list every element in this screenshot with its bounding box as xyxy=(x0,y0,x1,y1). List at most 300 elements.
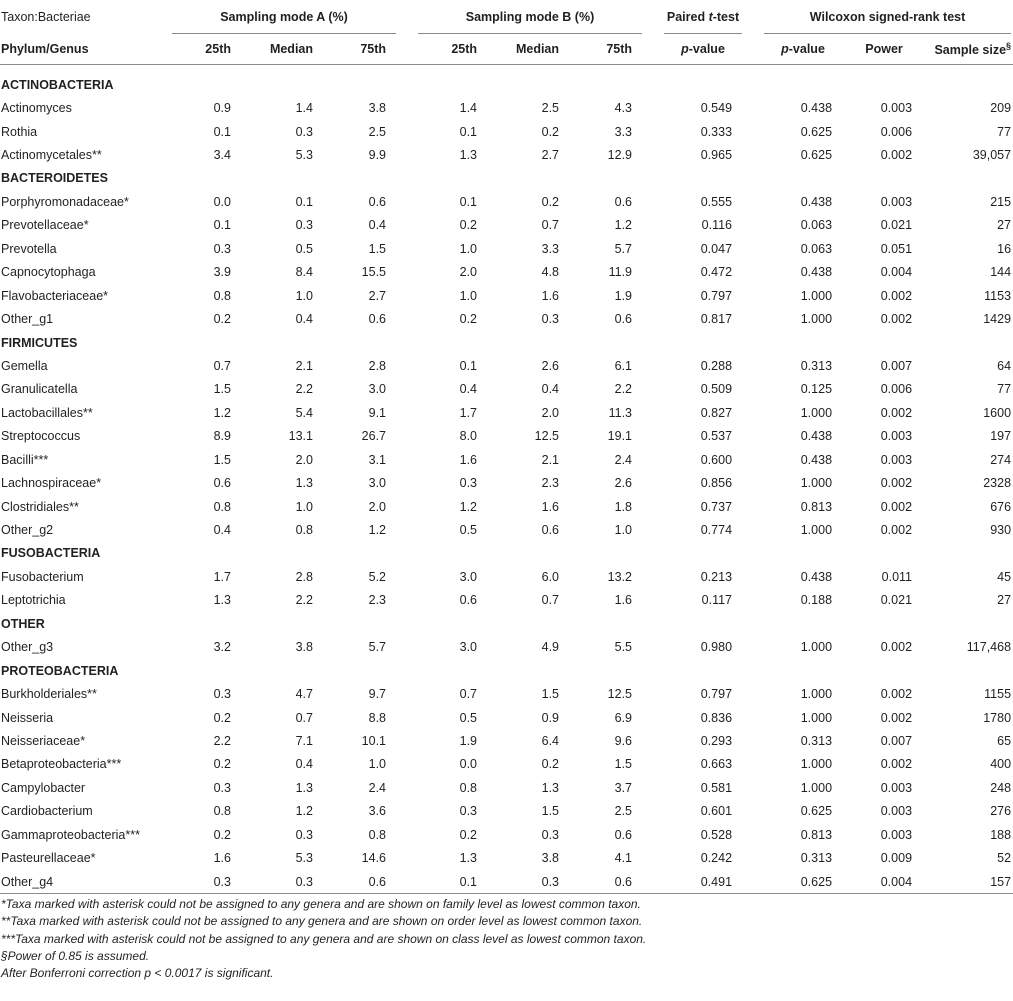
table-cell: 3.3 xyxy=(541,241,560,256)
table-cell: 0.581 xyxy=(700,780,733,795)
spacer-cell xyxy=(398,120,416,143)
group-header-ttest: Paired t-test xyxy=(662,0,744,34)
table-cell: 0.8 xyxy=(213,804,231,819)
table-cell: 0.003 xyxy=(880,429,913,444)
table-cell: 1.8 xyxy=(614,499,633,514)
table-cell: 1155 xyxy=(984,687,1012,702)
table-cell: 0.4 xyxy=(213,523,231,538)
table-cell: 2.0 xyxy=(459,265,478,280)
taxon-name: Lachnospiraceae* xyxy=(1,476,102,491)
table-cell: 0.003 xyxy=(880,452,913,467)
spacer-cell xyxy=(398,495,416,518)
table-row xyxy=(0,448,1013,471)
table-cell: 5.2 xyxy=(368,569,387,584)
table-cell: 0.7 xyxy=(459,687,478,702)
table-cell: 5.3 xyxy=(295,148,313,163)
table-cell: 0.8 xyxy=(213,499,231,514)
table-cell: 0.009 xyxy=(880,851,913,866)
table-cell: 0.774 xyxy=(700,523,733,538)
table-cell: 0.007 xyxy=(880,733,913,748)
table-cell: 0.625 xyxy=(800,148,833,163)
table-cell: 0.2 xyxy=(541,757,560,772)
table-cell: 2.3 xyxy=(368,593,387,608)
table-cell: 0.2 xyxy=(459,827,478,842)
table-cell: 0.2 xyxy=(541,124,560,139)
table-cell: 0.827 xyxy=(700,405,733,420)
phylum-row xyxy=(0,73,1013,96)
table-cell: 1.2 xyxy=(614,218,633,233)
table-cell: 4.9 xyxy=(541,640,560,655)
table-cell: 45 xyxy=(997,569,1012,584)
table-cell: 248 xyxy=(990,780,1012,795)
spacer-cell xyxy=(744,800,762,823)
table-cell: 0.625 xyxy=(800,124,833,139)
spacer-cell xyxy=(644,589,662,612)
spacer-cell xyxy=(744,190,762,213)
table-cell: 13.2 xyxy=(607,569,633,584)
table-cell: 0.1 xyxy=(416,870,489,894)
spacer-cell xyxy=(398,636,416,659)
spacer-cell xyxy=(398,425,416,448)
table-cell: 0.438 xyxy=(800,265,833,280)
table-cell: 65 xyxy=(997,733,1012,748)
table-cell: 3.0 xyxy=(459,640,478,655)
table-cell: 1.3 xyxy=(459,851,478,866)
table-cell: 1.2 xyxy=(213,405,231,420)
spacer-cell xyxy=(744,518,762,541)
table-cell: 1.5 xyxy=(368,241,387,256)
table-cell: 1.0 xyxy=(459,288,478,303)
col-b-75th: 75th xyxy=(571,34,644,65)
taxon-name: Neisseriaceae* xyxy=(1,733,86,748)
table-cell: 2.6 xyxy=(541,358,560,373)
table-cell: 0.3 xyxy=(459,476,478,491)
spacer-cell xyxy=(744,284,762,307)
table-cell: 2.2 xyxy=(295,382,313,397)
spacer-cell xyxy=(398,190,416,213)
table-cell: 0.856 xyxy=(700,476,733,491)
table-cell: 0.313 xyxy=(800,358,833,373)
table-cell: 0.002 xyxy=(880,499,913,514)
spacer-cell xyxy=(744,776,762,799)
table-cell: 0.313 xyxy=(800,733,833,748)
table-row xyxy=(0,870,1013,894)
table-cell: 197 xyxy=(990,429,1012,444)
spacer-cell xyxy=(644,378,662,401)
table-cell: 0.3 xyxy=(170,870,243,894)
table-cell: 3.8 xyxy=(368,101,387,116)
table-cell: 52 xyxy=(997,851,1012,866)
table-cell: 0.3 xyxy=(295,827,313,842)
row-header: Phylum/Genus xyxy=(0,34,170,65)
table-cell: 6.1 xyxy=(614,358,633,373)
table-cell: 1.5 xyxy=(213,452,231,467)
table-cell: 3.3 xyxy=(614,124,633,139)
table-cell: 0.2 xyxy=(213,710,231,725)
table-cell: 1.6 xyxy=(213,851,231,866)
table-cell: 0.293 xyxy=(700,733,733,748)
footnote-class: ***Taxa marked with asterisk could not be assigned to any genera and are shown on class level as lowest common taxon. xyxy=(1,931,647,946)
taxon-name: Actinomyces xyxy=(1,101,72,116)
table-row xyxy=(0,729,1013,752)
phylum-row xyxy=(0,612,1013,635)
table-cell: 0.2 xyxy=(459,312,478,327)
table-cell: 0.8 xyxy=(213,288,231,303)
table-cell: 1.000 xyxy=(800,312,833,327)
table-cell: 1153 xyxy=(984,288,1012,303)
taxon-name: Other_g3 xyxy=(1,640,54,655)
table-cell: 0.663 xyxy=(700,757,733,772)
table-cell: 5.7 xyxy=(614,241,633,256)
table-cell: 1780 xyxy=(983,710,1012,725)
col-a-median: Median xyxy=(243,34,325,65)
spacer-cell xyxy=(744,729,762,752)
spacer-cell xyxy=(644,214,662,237)
table-cell: 0.813 xyxy=(800,499,833,514)
phylum-row xyxy=(0,331,1013,354)
table-cell: 3.1 xyxy=(368,452,387,467)
table-cell: 215 xyxy=(990,194,1012,209)
table-cell: 0.836 xyxy=(700,710,733,725)
table-cell: 0.549 xyxy=(700,101,733,116)
table-cell: 0.117 xyxy=(701,593,733,608)
table-cell: 0.2 xyxy=(213,757,231,772)
spacer-cell xyxy=(398,846,416,869)
table-cell: 4.7 xyxy=(295,687,313,702)
table-cell: 1.000 xyxy=(800,476,833,491)
table-cell: 0.125 xyxy=(800,382,833,397)
table-cell: 0.006 xyxy=(880,124,913,139)
table-cell: 0.021 xyxy=(880,593,913,608)
table-cell: 0.472 xyxy=(700,265,733,280)
table-cell: 0.3 xyxy=(213,241,231,256)
table-cell: 0.3 xyxy=(541,827,560,842)
table-cell: 930 xyxy=(990,523,1012,538)
spacer-cell xyxy=(744,120,762,143)
spacer-cell xyxy=(744,143,762,166)
table-cell: 5.4 xyxy=(295,405,313,420)
spacer-cell xyxy=(398,776,416,799)
table-cell: 117,468 xyxy=(966,640,1012,655)
spacer-cell xyxy=(398,706,416,729)
table-cell: 1.7 xyxy=(459,405,478,420)
table-cell: 0.3 xyxy=(243,870,325,894)
taxon-name: Other_g4 xyxy=(0,870,170,894)
table-cell: 3.0 xyxy=(368,382,387,397)
spacer-cell xyxy=(644,261,662,284)
spacer-cell xyxy=(644,120,662,143)
taxon-name: Gammaproteobacteria*** xyxy=(1,827,140,842)
table-cell: 1429 xyxy=(983,312,1012,327)
spacer-cell xyxy=(744,214,762,237)
spacer-cell xyxy=(644,307,662,330)
col-a-25th: 25th xyxy=(170,34,243,65)
spacer-cell xyxy=(644,682,662,705)
spacer-cell xyxy=(644,237,662,260)
table-cell: 0.2 xyxy=(541,194,560,209)
table-cell: 0.555 xyxy=(700,194,733,209)
table-cell: 0.6 xyxy=(325,870,398,894)
taxon-name: Clostridiales** xyxy=(1,499,79,514)
table-cell: 0.6 xyxy=(571,870,644,894)
table-cell: 1.0 xyxy=(614,523,633,538)
taxon-name: Other_g2 xyxy=(1,523,54,538)
table-cell: 0.1 xyxy=(213,218,231,233)
table-cell: 1.7 xyxy=(213,569,231,584)
table-cell: 64 xyxy=(997,358,1012,373)
spacer-cell xyxy=(398,448,416,471)
col-power: Power xyxy=(844,34,924,65)
table-row xyxy=(0,706,1013,729)
table-cell: 12.5 xyxy=(607,687,633,702)
table-row xyxy=(0,284,1013,307)
spacer-cell xyxy=(744,237,762,260)
table-cell: 2.2 xyxy=(213,733,231,748)
table-cell: 0.002 xyxy=(880,523,913,538)
spacer-cell xyxy=(744,378,762,401)
spacer-cell xyxy=(644,870,662,894)
table-cell: 1.9 xyxy=(459,733,478,748)
table-cell: 16 xyxy=(997,241,1012,256)
table-cell: 0.438 xyxy=(800,569,833,584)
table-row xyxy=(0,261,1013,284)
table-cell: 11.3 xyxy=(608,405,633,420)
table-cell: 0.004 xyxy=(844,870,924,894)
table-cell: 0.537 xyxy=(700,429,733,444)
spacer-cell xyxy=(644,823,662,846)
table-cell: 0.4 xyxy=(368,218,387,233)
group-header-mode-a: Sampling mode A (%) xyxy=(170,0,398,34)
col-wilcoxon-pvalue: p-value xyxy=(762,34,844,65)
table-cell: 0.625 xyxy=(800,804,833,819)
spacer-cell xyxy=(644,636,662,659)
table-cell: 0.7 xyxy=(213,358,231,373)
taxon-name: Actinomycetales** xyxy=(1,148,102,163)
table-cell: 0.8 xyxy=(295,523,313,538)
table-cell: 8.4 xyxy=(295,265,313,280)
table-cell: 5.5 xyxy=(614,640,633,655)
table-cell: 1.0 xyxy=(368,757,387,772)
spacer-cell xyxy=(744,448,762,471)
table-cell: 0.002 xyxy=(880,148,913,163)
table-cell: 0.0 xyxy=(459,757,478,772)
table-cell: 3.7 xyxy=(614,780,633,795)
table-cell: 1.0 xyxy=(295,288,313,303)
table-cell: 1.000 xyxy=(800,523,833,538)
table-cell: 1600 xyxy=(983,405,1012,420)
table-cell: 19.1 xyxy=(607,429,633,444)
table-cell: 0.004 xyxy=(880,265,913,280)
table-cell: 0.601 xyxy=(700,804,733,819)
taxon-name: Gemella xyxy=(1,358,48,373)
table-cell: 209 xyxy=(990,101,1012,116)
spacer-cell xyxy=(398,96,416,119)
table-row xyxy=(0,682,1013,705)
table-cell: 3.4 xyxy=(213,148,231,163)
spacer-cell xyxy=(398,518,416,541)
table-cell: 1.2 xyxy=(368,523,387,538)
table-cell: 1.6 xyxy=(459,452,478,467)
table-cell: 400 xyxy=(990,757,1012,772)
spacer-cell xyxy=(398,729,416,752)
table-cell: 0.8 xyxy=(459,780,478,795)
spacer-cell xyxy=(644,96,662,119)
table-cell: 3.8 xyxy=(295,640,313,655)
table-cell: 0.213 xyxy=(700,569,733,584)
table-cell: 0.4 xyxy=(459,382,478,397)
table-cell: 0.6 xyxy=(614,194,633,209)
spacer-cell xyxy=(644,448,662,471)
table-cell: 8.0 xyxy=(459,429,478,444)
table-cell: 1.3 xyxy=(295,476,313,491)
table-cell: 0.5 xyxy=(459,710,478,725)
table-row xyxy=(0,636,1013,659)
table-cell: 0.438 xyxy=(800,101,833,116)
table-cell: 0.625 xyxy=(762,870,844,894)
table-cell: 9.1 xyxy=(368,405,387,420)
table-cell: 0.021 xyxy=(880,218,913,233)
spacer-cell xyxy=(644,190,662,213)
col-b-25th: 25th xyxy=(416,34,489,65)
table-cell: 0.002 xyxy=(880,710,913,725)
table-cell: 15.5 xyxy=(361,265,387,280)
spacer-cell xyxy=(398,143,416,166)
taxon-name: Flavobacteriaceae* xyxy=(1,288,109,303)
table-row xyxy=(0,143,1013,166)
table-cell: 12.5 xyxy=(534,429,560,444)
column-header-row xyxy=(0,34,1013,65)
table-cell: 1.000 xyxy=(800,710,833,725)
table-cell: 26.7 xyxy=(361,429,387,444)
table-cell: 0.002 xyxy=(880,476,913,491)
table-cell: 8.9 xyxy=(213,429,231,444)
spacer-cell xyxy=(398,471,416,494)
table-cell: 1.0 xyxy=(459,241,478,256)
taxon-name: Campylobacter xyxy=(1,780,86,795)
phylum-row xyxy=(0,659,1013,682)
table-cell: 4.1 xyxy=(614,851,633,866)
table-cell: 77 xyxy=(997,382,1012,397)
table-cell: 0.116 xyxy=(701,218,733,233)
table-cell: 0.003 xyxy=(880,780,913,795)
table-cell: 6.4 xyxy=(541,733,560,748)
table-cell: 1.4 xyxy=(295,101,313,116)
table-cell: 0.288 xyxy=(700,358,733,373)
phylum-label: OTHER xyxy=(1,616,45,631)
taxon-name: Prevotellaceae* xyxy=(1,218,89,233)
col-sample-size: Sample size§ xyxy=(924,34,1013,65)
table-cell: 11.9 xyxy=(608,265,633,280)
spacer-cell xyxy=(644,565,662,588)
footnotes xyxy=(0,894,1013,981)
spacer-cell xyxy=(744,401,762,424)
table-cell: 0.063 xyxy=(800,218,833,233)
taxon-name: Streptococcus xyxy=(1,429,81,444)
table-cell: 1.000 xyxy=(800,780,833,795)
table-cell: 9.9 xyxy=(368,148,387,163)
table-cell: 144 xyxy=(990,265,1012,280)
table-cell: 4.8 xyxy=(541,265,560,280)
table-cell: 2.2 xyxy=(614,382,633,397)
table-cell: 0.509 xyxy=(700,382,733,397)
spacer-cell xyxy=(398,823,416,846)
footnote-order: **Taxa marked with asterisk could not be assigned to any genera and are shown on order level as lowest common taxon. xyxy=(1,914,643,929)
spacer-cell xyxy=(744,846,762,869)
taxon-name: Bacilli*** xyxy=(1,452,49,467)
table-cell: 3.0 xyxy=(459,569,478,584)
table-body xyxy=(0,73,1013,894)
spacer-cell xyxy=(744,823,762,846)
table-cell: 276 xyxy=(990,804,1012,819)
table-row xyxy=(0,753,1013,776)
taxon-name: Other_g1 xyxy=(1,312,54,327)
table-cell: 0.4 xyxy=(541,382,560,397)
table-cell: 2.5 xyxy=(614,804,633,819)
table-cell: 0.965 xyxy=(700,148,733,163)
table-cell: 3.0 xyxy=(368,476,387,491)
spacer-cell xyxy=(398,378,416,401)
table-row xyxy=(0,120,1013,143)
table-row xyxy=(0,800,1013,823)
phylum-label: ACTINOBACTERIA xyxy=(1,77,114,92)
table-row xyxy=(0,495,1013,518)
table-cell: 0.3 xyxy=(541,312,560,327)
spacer-cell xyxy=(644,846,662,869)
taxon-name: Leptotrichia xyxy=(1,593,66,608)
table-row xyxy=(0,565,1013,588)
table-cell: 0.817 xyxy=(700,312,733,327)
spacer-cell xyxy=(644,776,662,799)
taxon-name: Porphyromonadaceae* xyxy=(1,194,129,209)
table-cell: 0.5 xyxy=(459,523,478,538)
table-cell: 0.7 xyxy=(541,218,560,233)
table-row xyxy=(0,237,1013,260)
footnote-family: *Taxa marked with asterisk could not be assigned to any genera and are shown on family level as lowest common taxon. xyxy=(1,897,641,912)
table-cell: 0.003 xyxy=(880,194,913,209)
group-header-wilcoxon: Wilcoxon signed-rank test xyxy=(762,0,1013,34)
spacer-cell xyxy=(398,753,416,776)
table-cell: 3.2 xyxy=(213,640,231,655)
table-cell: 0.3 xyxy=(459,804,478,819)
table-cell: 0.3 xyxy=(489,870,571,894)
table-cell: 13.1 xyxy=(288,429,313,444)
table-cell: 0.797 xyxy=(700,288,733,303)
group-header-mode-b: Sampling mode B (%) xyxy=(416,0,644,34)
taxon-name: Betaproteobacteria*** xyxy=(1,757,122,772)
table-cell: 1.000 xyxy=(800,757,833,772)
table-cell: 2.1 xyxy=(295,358,313,373)
table-cell: 1.000 xyxy=(800,640,833,655)
table-row xyxy=(0,96,1013,119)
spacer-cell xyxy=(398,800,416,823)
spacer-cell xyxy=(744,753,762,776)
table-cell: 0.6 xyxy=(614,827,633,842)
table-cell: 9.7 xyxy=(368,687,387,702)
table-cell: 0.002 xyxy=(880,640,913,655)
taxon-name: Fusobacterium xyxy=(1,569,84,584)
table-cell: 6.0 xyxy=(541,569,560,584)
table-cell: 0.7 xyxy=(295,710,313,725)
table-cell: 1.000 xyxy=(800,405,833,420)
table-cell: 1.000 xyxy=(800,687,833,702)
spacer-cell xyxy=(398,870,416,894)
table-cell: 0.333 xyxy=(700,124,733,139)
table-cell: 1.2 xyxy=(459,499,478,514)
table-cell: 0.011 xyxy=(881,569,913,584)
table-cell: 1.5 xyxy=(614,757,633,772)
table-cell: 0.7 xyxy=(541,593,560,608)
table-cell: 0.528 xyxy=(700,827,733,842)
